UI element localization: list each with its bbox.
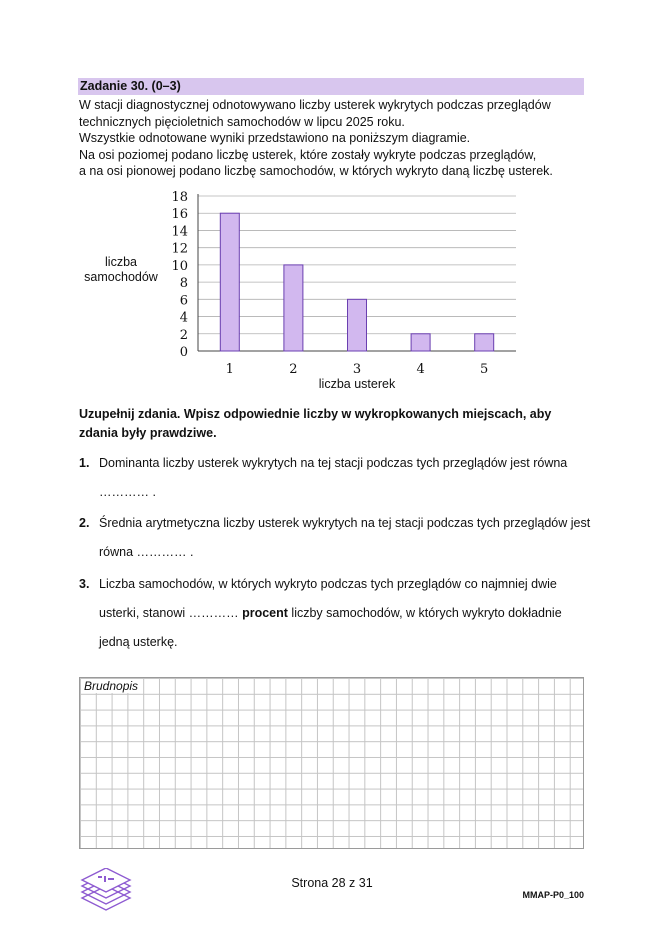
y-tick-label: 2 — [179, 327, 188, 343]
task-header: Zadanie 30. (0–3) — [78, 78, 584, 95]
bar — [284, 265, 303, 351]
y-axis-label: samochodów — [84, 270, 158, 284]
y-tick-label: 6 — [179, 293, 188, 309]
intro-line: W stacji diagnostycznej odnotowywano liczby usterek wykrytych podczas przeglądów — [79, 98, 551, 112]
intro-line: a na osi pionowej podano liczbę samochodów, w których wykryto daną liczbę usterek. — [79, 164, 553, 179]
answer-blank[interactable]: ………… . — [99, 485, 156, 499]
y-tick-label: 0 — [179, 345, 188, 360]
scratch-label: Brudnopis — [84, 679, 139, 693]
item-2 — [79, 516, 591, 566]
bar — [475, 334, 494, 351]
bar — [348, 299, 367, 351]
item-text: jedną usterkę. — [99, 635, 178, 649]
x-tick-label: 5 — [480, 362, 489, 377]
item-3 — [79, 577, 584, 657]
page-number: Strona 28 z 31 — [291, 876, 373, 890]
item-text: Średnia arytmetyczna liczby usterek wykrytych na tej stacji podczas tych przeglądów jest — [99, 516, 591, 530]
y-tick-label: 12 — [171, 241, 188, 257]
bar — [411, 334, 430, 351]
scratch-grid[interactable] — [79, 677, 584, 849]
item-text: Dominanta liczby usterek wykrytych na tej stacji podczas tych przeglądów jest równa — [99, 456, 568, 470]
cke-logo-icon — [78, 868, 134, 912]
item-text — [99, 606, 562, 620]
item-number: 3. — [79, 577, 90, 591]
y-tick-label: 16 — [171, 207, 188, 223]
answer-blank[interactable]: usterki, stanowi ………… — [99, 606, 243, 620]
item-number: 1. — [79, 456, 90, 470]
y-tick-label: 10 — [171, 258, 188, 274]
y-tick-label: 4 — [179, 310, 188, 326]
item-number: 2. — [79, 516, 90, 530]
y-tick-label: 8 — [179, 276, 188, 292]
x-tick-label: 3 — [352, 362, 362, 377]
y-axis-label: liczba — [105, 255, 137, 269]
x-tick-label: 2 — [289, 362, 298, 377]
task-intro — [79, 97, 589, 180]
item-text: Liczba samochodów, w których wykryto podczas tych przeglądów co najmniej dwie — [99, 577, 557, 591]
exam-code: MMAP-P0_100 — [522, 890, 584, 900]
bar-chart — [60, 186, 540, 396]
intro-line: Na osi poziomej podano liczbę usterek, które zostały wykryte podczas przeglądów, — [79, 147, 537, 162]
bold-word: procent — [242, 606, 288, 620]
bar — [220, 213, 239, 351]
x-tick-label: 1 — [225, 362, 234, 377]
y-tick-label: 18 — [171, 190, 188, 205]
instruction: Uzupełnij zdania. Wpisz odpowiednie liczby w wykropkowanych miejscach, aby zdania były prawdziwe. — [79, 407, 552, 440]
intro-line: Wszystkie odnotowane wyniki przedstawiono na poniższym diagramie. — [79, 131, 471, 146]
intro-line: technicznych pięcioletnich samochodów w lipcu 2025 roku. — [79, 114, 405, 129]
y-tick-label: 14 — [171, 224, 188, 240]
item-1 — [79, 456, 584, 506]
item-text-cont: liczby samochodów, w których wykryto dokładnie — [287, 606, 562, 620]
x-tick-label: 4 — [416, 362, 425, 377]
answer-blank[interactable]: równa ………… . — [99, 545, 194, 559]
x-axis-label: liczba usterek — [318, 377, 396, 391]
